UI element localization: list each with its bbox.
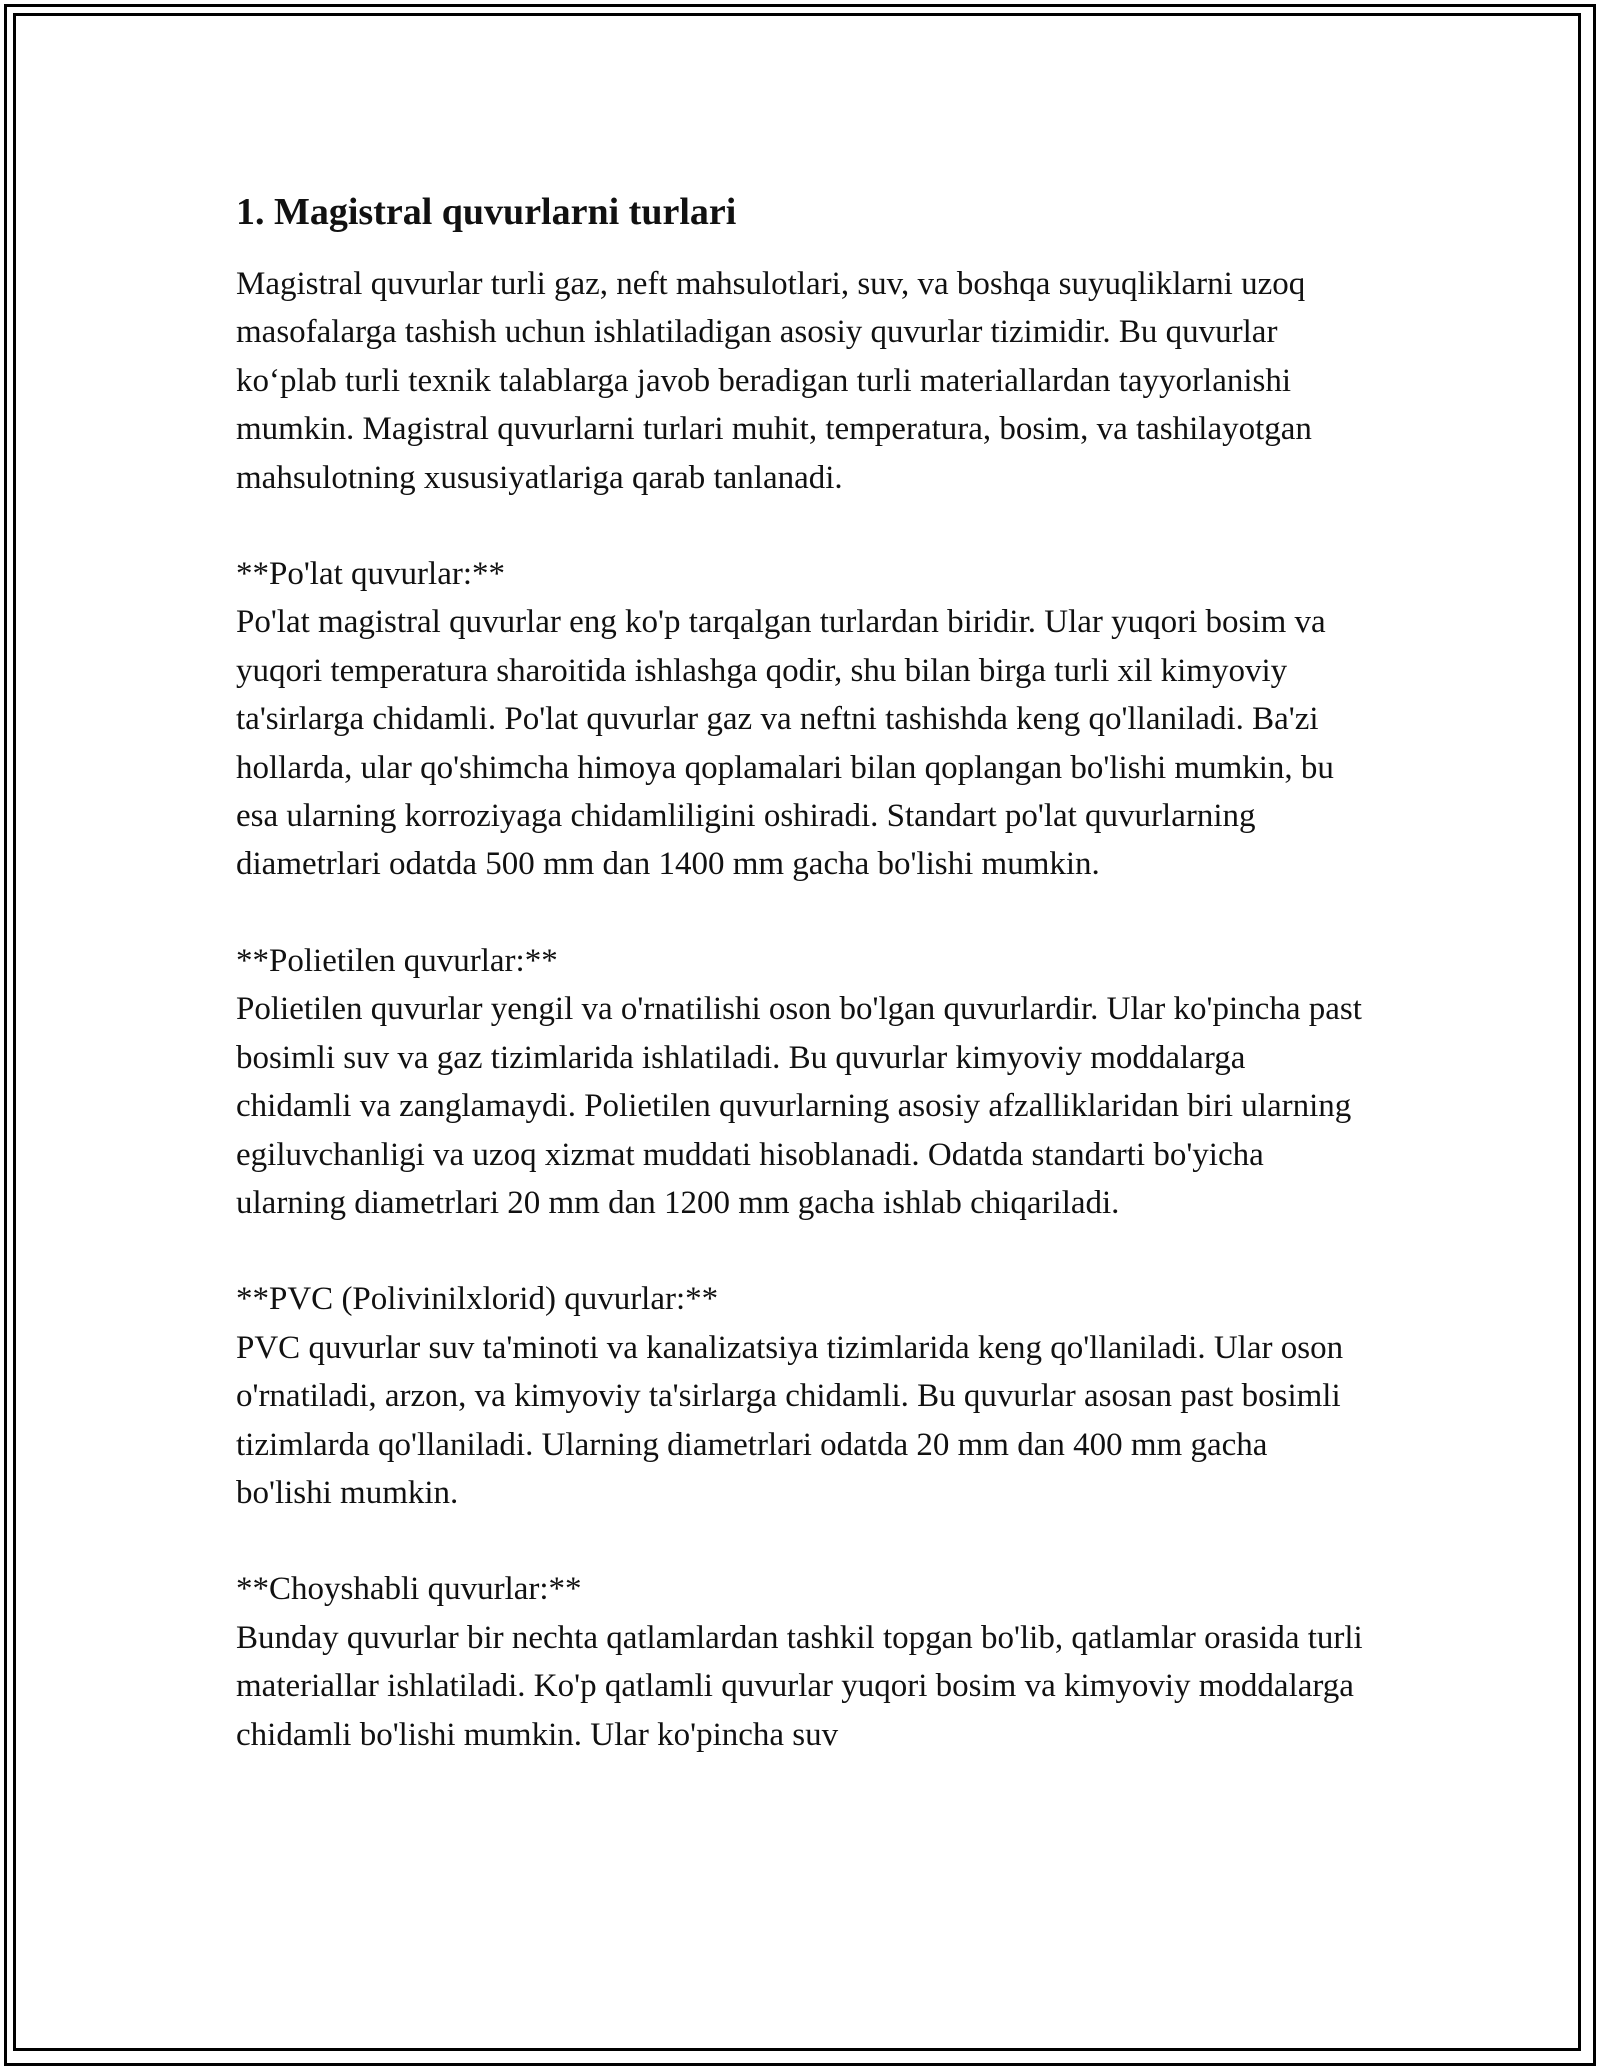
section-layered-body: Bunday quvurlar bir nechta qatlamlardan tashkil topgan bo'lib, qatlamlar orasida turli materiallar ishlatiladi. Ko'p qatlamli quvurlar yuqori bosim va kimyoviy moddalarga chidamli bo'lishi mumkin. Ular ko'pincha suv — [236, 1619, 1363, 1753]
section-polyethylene — [236, 937, 1366, 1227]
section-layered — [236, 1565, 1366, 1759]
section-steel — [236, 550, 1366, 889]
section-layered-title: **Choyshabli quvurlar:** — [236, 1571, 582, 1608]
section-polyethylene-body: Polietilen quvurlar yengil va o'rnatilishi oson bo'lgan quvurlardir. Ular ko'pincha past bosimli suv va gaz tizimlarida ishlatiladi. Bu quvurlar kimyoviy moddalarga chidamli va zanglamaydi. Polietilen quvurlarning asosiy afzalliklaridan biri ularning egiluvchanligi va uzoq xizmat muddati hisoblanadi. Odatda standarti bo'yicha ularning diametrlari 20 mm dan 1200 mm gacha ishlab chiqariladi. — [236, 991, 1362, 1221]
section-pvc-body: PVC quvurlar suv ta'minoti va kanalizatsiya tizimlarida keng qo'llaniladi. Ular oson o'rnatiladi, arzon, va kimyoviy ta'sirlarga chidamli. Bu quvurlar asosan past bosimli tizimlarda qo'llaniladi. Ularning diametrlari odatda 20 mm dan 400 mm gacha bo'lishi mumkin. — [236, 1329, 1344, 1511]
section-pvc — [236, 1275, 1366, 1517]
section-polyethylene-title: **Polietilen quvurlar:** — [236, 942, 558, 979]
document-body — [236, 186, 1366, 1807]
section-pvc-title: **PVC (Polivinilxlorid) quvurlar:** — [236, 1281, 719, 1318]
document-heading: 1. Magistral quvurlarni turlari — [236, 191, 737, 233]
section-steel-body: Po'lat magistral quvurlar eng ko'p tarqalgan turlardan biridir. Ular yuqori bosim va yuqori temperatura sharoitida ishlashga qodir, shu bilan birga turli xil kimyoviy ta'sirlarga chidamli. Po'lat quvurlar gaz va neftni tashishda keng qo'llaniladi. Ba'zi hollarda, ular qo'shimcha himoya qoplamalari bilan qoplangan bo'lishi mumkin, bu esa ularning korroziyaga chidamliligini oshiradi. Standart po'lat quvurlarning diametrlari odatda 500 mm dan 1400 mm gacha bo'lishi mumkin. — [236, 604, 1334, 883]
intro-paragraph: Magistral quvurlar turli gaz, neft mahsulotlari, suv, va boshqa suyuqliklarni uzoq masofalarga tashish uchun ishlatiladigan asosiy quvurlar tizimidir. Bu quvurlar ko‘plab turli texnik talablarga javob beradigan turli materiallardan tayyorlanishi mumkin. Magistral quvurlarni turlari muhit, temperatura, bosim, va tashilayotgan mahsulotning xususiyatlariga qarab tanlanadi. — [236, 266, 1312, 496]
section-steel-title: **Po'lat quvurlar:** — [236, 556, 505, 593]
